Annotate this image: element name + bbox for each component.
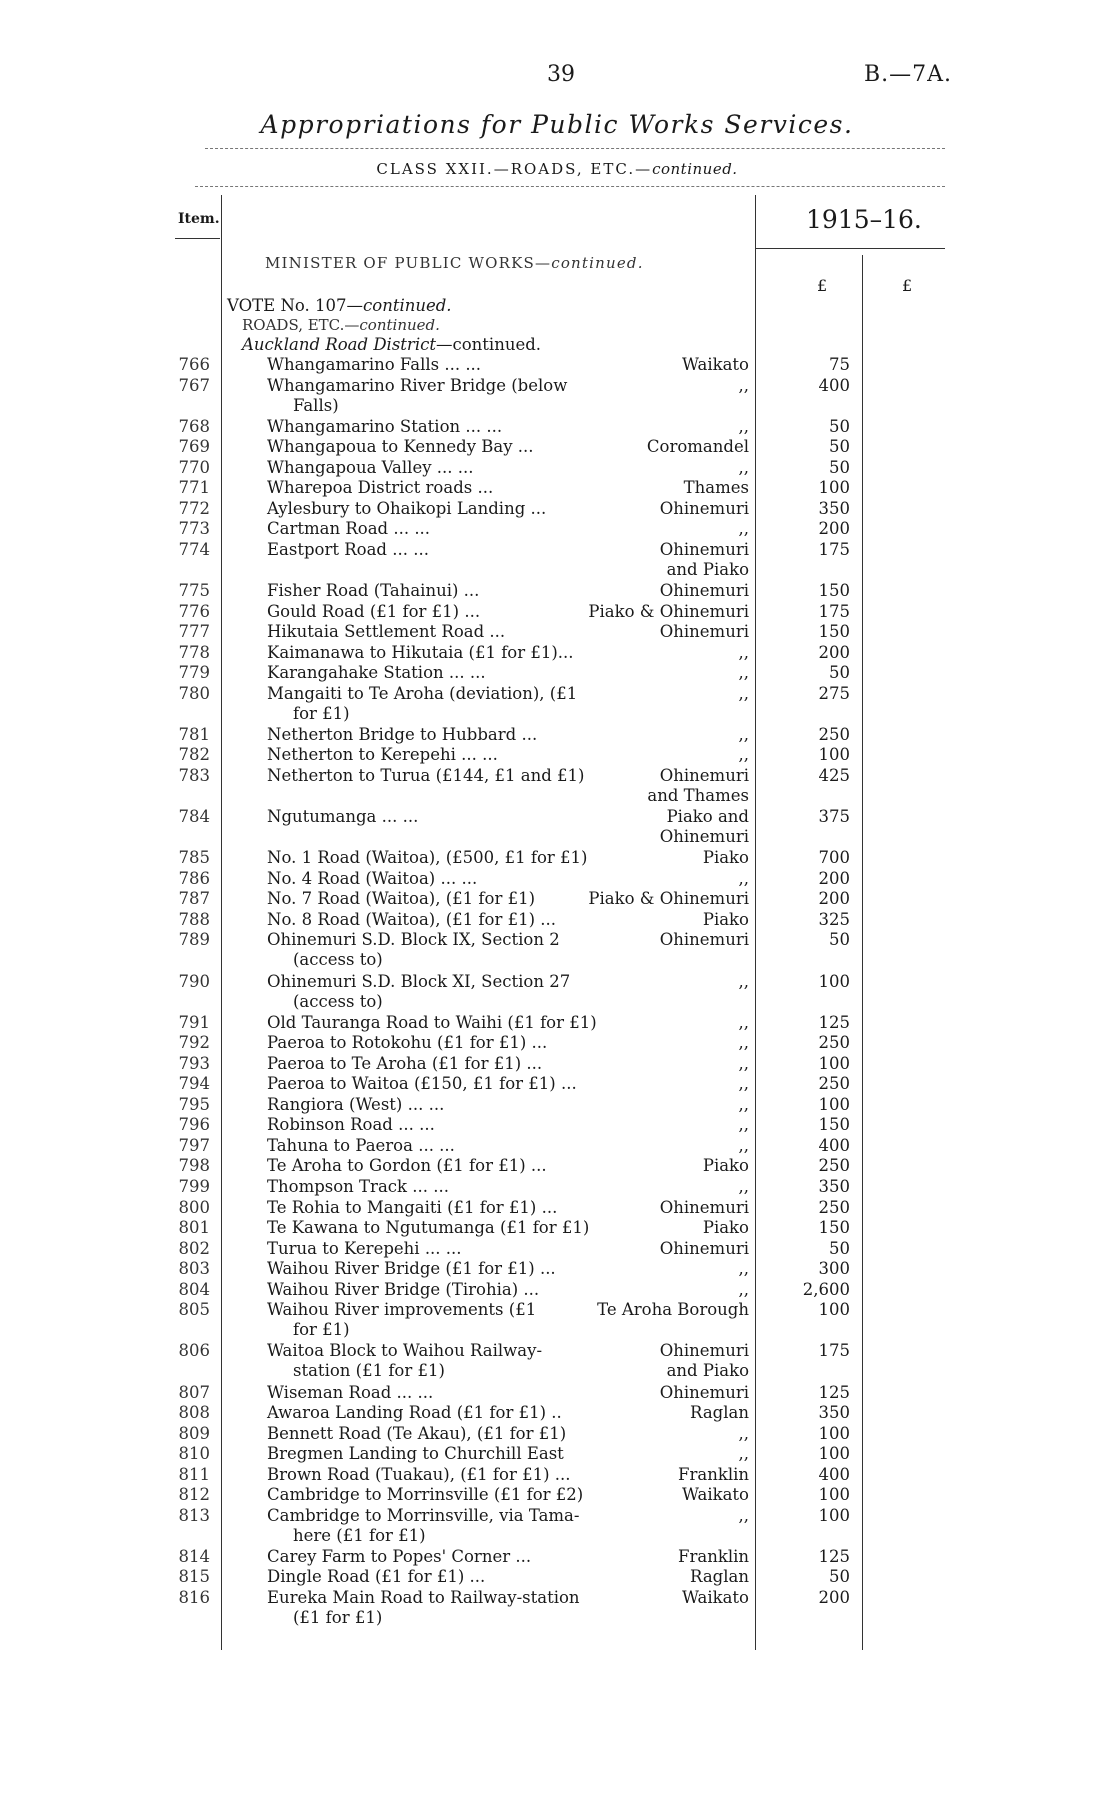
year-header-rule [755, 248, 945, 249]
item-county: ,, [738, 1094, 749, 1114]
item-amount: 275 [818, 683, 850, 703]
item-description: Karangahake Station ... ... [267, 663, 486, 683]
item-description: Netherton to Kerepehi ... ... [267, 745, 498, 765]
item-county: Waikato [681, 355, 749, 374]
class-heading-main: CLASS XXII.—ROADS, ETC.— [376, 160, 653, 178]
item-description: Mangaiti to Te Aroha (deviation), (£1 [267, 683, 578, 703]
top-divider [195, 186, 945, 187]
item-number: 772 [178, 498, 210, 518]
item-number: 779 [178, 663, 210, 683]
item-number: 773 [178, 519, 210, 539]
item-county: ,, [738, 683, 749, 703]
item-description: Netherton Bridge to Hubbard ... [267, 724, 538, 744]
item-amount: 125 [818, 1382, 850, 1402]
item-amount: 50 [829, 437, 850, 457]
district-heading [242, 335, 541, 354]
item-number: 767 [178, 375, 210, 395]
pound-column-header-1: £ [817, 276, 828, 295]
item-description: Whangamarino River Bridge (below [267, 375, 568, 395]
item-county: Franklin [678, 1464, 749, 1484]
table-row [0, 643, 1114, 662]
table-row [0, 1424, 1114, 1443]
item-county: Piako [702, 1218, 749, 1238]
item-number: 811 [178, 1464, 210, 1484]
item-number: 802 [178, 1238, 210, 1258]
item-county: Waikato [681, 1485, 749, 1505]
roads-heading [242, 316, 440, 334]
item-description: No. 7 Road (Waitoa), (£1 for £1) [267, 889, 536, 909]
table-row [0, 602, 1114, 621]
item-number: 798 [178, 1156, 210, 1176]
vote-heading-main: VOTE No. 107— [227, 296, 364, 315]
table-row [0, 1074, 1114, 1093]
item-amount: 200 [818, 868, 850, 888]
table-row [0, 1383, 1114, 1402]
item-county: ,, [738, 745, 749, 765]
district-heading-continued: —continued. [435, 335, 542, 354]
item-amount: 200 [818, 519, 850, 539]
table-row [0, 807, 1114, 847]
item-description: Wharepoa District roads ... [267, 478, 494, 498]
item-description: Cambridge to Morrinsville, via Tama- [267, 1505, 580, 1525]
item-county: ,, [738, 1053, 749, 1073]
minister-heading-continued: continued. [551, 254, 644, 272]
table-row [0, 766, 1114, 805]
table-row [0, 1013, 1114, 1032]
item-amount: 175 [818, 601, 850, 621]
pound-column-header-2: £ [902, 276, 913, 295]
item-description-continued: (access to) [293, 950, 383, 970]
item-number: 777 [178, 622, 210, 642]
table-row [0, 1156, 1114, 1175]
roads-heading-main: ROADS, ETC.— [242, 316, 360, 334]
item-county: ,, [738, 1177, 749, 1196]
item-number: 771 [178, 478, 210, 498]
item-description: Waihou River Bridge (£1 for £1) ... [267, 1259, 556, 1279]
table-row [0, 478, 1114, 497]
item-county: Raglan [690, 1403, 749, 1422]
item-description: Wiseman Road ... ... [267, 1382, 434, 1402]
item-number: 814 [178, 1546, 210, 1566]
item-number: 805 [178, 1300, 210, 1320]
item-county: Piako & Ohinemuri [588, 601, 749, 621]
item-county: Ohinemuri [659, 622, 749, 642]
table-row [0, 1095, 1114, 1114]
item-amount: 100 [818, 745, 850, 765]
item-description: Te Aroha to Gordon (£1 for £1) ... [267, 1156, 547, 1176]
item-description: Paeroa to Waitoa (£150, £1 for £1) ... [267, 1074, 577, 1094]
roads-heading-continued: continued. [359, 316, 440, 334]
item-county: Ohinemuri [659, 1197, 749, 1217]
item-amount: 150 [818, 1115, 850, 1135]
table-row [0, 1239, 1114, 1258]
table-row [0, 1218, 1114, 1237]
table-row [0, 622, 1114, 641]
item-amount: 125 [818, 1012, 850, 1032]
item-county: ,, [738, 1012, 749, 1032]
item-number: 768 [178, 416, 210, 436]
item-county: Te Aroha Borough [597, 1300, 749, 1320]
item-county: Piako [702, 848, 749, 868]
table-row [0, 417, 1114, 436]
item-amount: 100 [818, 1485, 850, 1505]
item-description-continued: (£1 for £1) [293, 1608, 383, 1627]
item-county: ,, [738, 868, 749, 888]
item-amount: 100 [818, 1053, 850, 1073]
item-amount: 425 [818, 766, 850, 785]
item-description: Robinson Road ... ... [267, 1115, 435, 1135]
item-county: ,, [738, 1259, 749, 1279]
item-county: ,, [738, 1033, 749, 1053]
item-description-continued: Falls) [293, 395, 339, 415]
item-amount: 350 [818, 498, 850, 518]
item-description: No. 4 Road (Waitoa) ... ... [267, 868, 478, 888]
item-amount: 50 [829, 457, 850, 477]
item-number: 795 [178, 1094, 210, 1114]
district-name: Auckland Road District [242, 335, 436, 354]
table-row [0, 1465, 1114, 1484]
item-number: 788 [178, 909, 210, 929]
item-description: Whangapoua to Kennedy Bay ... [267, 437, 534, 457]
item-amount: 300 [818, 1259, 850, 1279]
item-amount: 250 [818, 1156, 850, 1176]
item-number: 775 [178, 581, 210, 601]
item-number: 794 [178, 1074, 210, 1094]
item-description: Turua to Kerepehi ... ... [267, 1238, 462, 1258]
item-number: 791 [178, 1012, 210, 1032]
item-county: Piako & Ohinemuri [588, 889, 749, 909]
item-amount: 400 [818, 1464, 850, 1484]
item-county: ,, [738, 1423, 749, 1443]
item-amount: 100 [818, 1423, 850, 1443]
item-county: Ohinemuri [659, 766, 749, 785]
item-number: 784 [178, 807, 210, 827]
item-county: Ohinemuri [659, 930, 749, 950]
class-heading-continued: continued. [652, 160, 738, 178]
item-description: No. 1 Road (Waitoa), (£500, £1 for £1) [267, 848, 588, 868]
item-county-continued: Ohinemuri [659, 827, 749, 847]
item-county: ,, [738, 971, 749, 991]
item-number: 782 [178, 745, 210, 765]
item-number: 815 [178, 1567, 210, 1587]
item-amount: 100 [818, 1444, 850, 1464]
item-description: Whangamarino Station ... ... [267, 416, 503, 436]
item-description: Tahuna to Paeroa ... ... [267, 1135, 455, 1155]
item-amount: 50 [829, 416, 850, 436]
table-row [0, 910, 1114, 929]
item-number: 790 [178, 971, 210, 991]
item-county: Piako [702, 909, 749, 929]
item-description: Kaimanawa to Hikutaia (£1 for £1)... [267, 642, 574, 662]
item-number: 809 [178, 1423, 210, 1443]
table-row [0, 1341, 1114, 1381]
item-description: Bregmen Landing to Churchill East [267, 1444, 564, 1464]
item-description-continued: for £1) [293, 703, 350, 723]
item-description: Te Rohia to Mangaiti (£1 for £1) ... [267, 1197, 558, 1217]
item-number: 783 [178, 766, 210, 785]
table-row [0, 1485, 1114, 1504]
item-amount: 100 [818, 1300, 850, 1320]
table-row [0, 437, 1114, 456]
item-amount: 175 [818, 1341, 850, 1361]
table-row [0, 930, 1114, 970]
item-number: 806 [178, 1341, 210, 1361]
item-number: 800 [178, 1197, 210, 1217]
item-header-rule [175, 238, 220, 239]
item-county: ,, [738, 642, 749, 662]
item-description: Cambridge to Morrinsville (£1 for £2) [267, 1485, 584, 1505]
table-row [0, 1136, 1114, 1155]
item-number: 801 [178, 1218, 210, 1238]
item-county: ,, [738, 663, 749, 683]
item-description: Fisher Road (Tahainui) ... [267, 581, 480, 601]
item-amount: 350 [818, 1177, 850, 1196]
table-row [0, 1280, 1114, 1299]
item-number: 803 [178, 1259, 210, 1279]
item-description: Paeroa to Te Aroha (£1 for £1) ... [267, 1053, 543, 1073]
item-amount: 50 [829, 1238, 850, 1258]
item-description: Eureka Main Road to Railway-station [267, 1588, 580, 1607]
item-number: 786 [178, 868, 210, 888]
table-row [0, 1259, 1114, 1278]
item-amount: 50 [829, 1567, 850, 1587]
item-county: ,, [738, 1135, 749, 1155]
item-amount: 100 [818, 971, 850, 991]
item-county: ,, [738, 457, 749, 477]
item-description: Whangamarino Falls ... ... [267, 355, 482, 374]
table-row [0, 581, 1114, 600]
table-row [0, 1403, 1114, 1422]
item-number: 808 [178, 1403, 210, 1422]
item-description-continued: station (£1 for £1) [293, 1361, 445, 1381]
item-description: Dingle Road (£1 for £1) ... [267, 1567, 486, 1587]
item-description: Gould Road (£1 for £1) ... [267, 601, 481, 621]
item-number: 787 [178, 889, 210, 909]
item-county: Piako and [666, 807, 749, 827]
item-county: Ohinemuri [659, 581, 749, 601]
item-amount: 350 [818, 1403, 850, 1422]
item-number: 810 [178, 1444, 210, 1464]
table-row [0, 540, 1114, 579]
item-number: 776 [178, 601, 210, 621]
item-number: 799 [178, 1177, 210, 1196]
table-row [0, 1444, 1114, 1463]
item-amount: 125 [818, 1546, 850, 1566]
item-number: 796 [178, 1115, 210, 1135]
item-amount: 250 [818, 1033, 850, 1053]
item-amount: 200 [818, 1588, 850, 1607]
item-amount: 200 [818, 889, 850, 909]
item-amount: 250 [818, 1197, 850, 1217]
item-amount: 200 [818, 642, 850, 662]
item-description: Rangiora (West) ... ... [267, 1094, 445, 1114]
item-county: Ohinemuri [659, 498, 749, 518]
item-county: Thames [683, 478, 749, 498]
item-description: Whangapoua Valley ... ... [267, 457, 474, 477]
item-county: Ohinemuri [659, 1238, 749, 1258]
item-number: 792 [178, 1033, 210, 1053]
item-description-continued: here (£1 for £1) [293, 1525, 426, 1545]
item-number: 785 [178, 848, 210, 868]
table-row [0, 1115, 1114, 1134]
table-row [0, 1588, 1114, 1627]
item-county-continued: and Thames [647, 786, 749, 805]
item-county: ,, [738, 1074, 749, 1094]
item-description: Waitoa Block to Waihou Railway- [267, 1341, 543, 1361]
item-description: Brown Road (Tuakau), (£1 for £1) ... [267, 1464, 571, 1484]
table-row [0, 458, 1114, 477]
item-amount: 250 [818, 724, 850, 744]
item-county: ,, [738, 416, 749, 436]
item-number: 770 [178, 457, 210, 477]
table-row [0, 519, 1114, 538]
item-description: Awaroa Landing Road (£1 for £1) .. [267, 1403, 562, 1422]
item-amount: 150 [818, 1218, 850, 1238]
item-amount: 150 [818, 622, 850, 642]
item-description: Waihou River Bridge (Tirohia) ... [267, 1279, 540, 1299]
item-county: ,, [738, 724, 749, 744]
item-description: Ngutumanga ... ... [267, 807, 419, 827]
item-description: Aylesbury to Ohaikopi Landing ... [267, 498, 547, 518]
item-number: 812 [178, 1485, 210, 1505]
document-reference: B.—7A. [864, 62, 953, 87]
table-row [0, 1300, 1114, 1340]
item-county: ,, [738, 1279, 749, 1299]
table-row [0, 375, 1114, 415]
table-row [0, 1054, 1114, 1073]
item-county: Waikato [681, 1588, 749, 1607]
vote-heading [227, 296, 452, 315]
item-description: Hikutaia Settlement Road ... [267, 622, 506, 642]
item-description: Old Tauranga Road to Waihi (£1 for £1) [267, 1012, 597, 1032]
table-row [0, 971, 1114, 1011]
item-description: Eastport Road ... ... [267, 540, 429, 559]
item-county: Franklin [678, 1546, 749, 1566]
table-row [0, 663, 1114, 682]
item-number: 793 [178, 1053, 210, 1073]
table-row [0, 889, 1114, 908]
item-number: 781 [178, 724, 210, 744]
item-amount: 250 [818, 1074, 850, 1094]
item-number: 780 [178, 683, 210, 703]
item-county: Ohinemuri [659, 1341, 749, 1361]
table-row [0, 725, 1114, 744]
item-number: 813 [178, 1505, 210, 1525]
item-county-continued: and Piako [666, 1361, 749, 1381]
year-header: 1915–16. [806, 205, 922, 234]
item-description: Ohinemuri S.D. Block IX, Section 2 [267, 930, 560, 950]
table-row [0, 499, 1114, 518]
class-heading [0, 160, 1114, 178]
item-description: Cartman Road ... ... [267, 519, 431, 539]
item-number: 774 [178, 540, 210, 559]
item-description: Paeroa to Rotokohu (£1 for £1) ... [267, 1033, 548, 1053]
item-description: Ohinemuri S.D. Block XI, Section 27 [267, 971, 571, 991]
item-county-continued: and Piako [666, 560, 749, 579]
table-row [0, 745, 1114, 764]
title-divider [205, 148, 945, 149]
table-row [0, 1198, 1114, 1217]
item-amount: 400 [818, 1135, 850, 1155]
table-row [0, 869, 1114, 888]
item-county: Raglan [690, 1567, 749, 1587]
table-row [0, 1567, 1114, 1586]
item-county: Coromandel [646, 437, 749, 457]
item-amount: 50 [829, 663, 850, 683]
item-description: Netherton to Turua (£144, £1 and £1) [267, 766, 585, 785]
item-amount: 2,600 [802, 1279, 850, 1299]
item-amount: 700 [818, 848, 850, 868]
item-amount: 375 [818, 807, 850, 827]
table-row [0, 355, 1114, 374]
item-amount: 100 [818, 1094, 850, 1114]
item-amount: 400 [818, 375, 850, 395]
item-number: 816 [178, 1588, 210, 1607]
item-description: Bennett Road (Te Akau), (£1 for £1) [267, 1423, 567, 1443]
item-number: 769 [178, 437, 210, 457]
item-number: 778 [178, 642, 210, 662]
item-amount: 75 [829, 355, 850, 374]
item-county: Ohinemuri [659, 540, 749, 559]
item-description: Carey Farm to Popes' Corner ... [267, 1546, 532, 1566]
item-description-continued: for £1) [293, 1320, 350, 1340]
item-amount: 150 [818, 581, 850, 601]
item-description: Te Kawana to Ngutumanga (£1 for £1) [267, 1218, 590, 1238]
minister-heading-main: MINISTER OF PUBLIC WORKS— [265, 254, 552, 272]
table-row [0, 1505, 1114, 1545]
table-row [0, 683, 1114, 723]
item-number: 789 [178, 930, 210, 950]
item-county: Piako [702, 1156, 749, 1176]
item-description: Thompson Track ... ... [267, 1177, 449, 1196]
item-county: ,, [738, 1444, 749, 1464]
item-number: 797 [178, 1135, 210, 1155]
item-column-header: Item. [178, 211, 220, 227]
item-county: ,, [738, 1115, 749, 1135]
table-row [0, 1177, 1114, 1196]
item-number: 807 [178, 1382, 210, 1402]
item-description: No. 8 Road (Waitoa), (£1 for £1) ... [267, 909, 556, 929]
item-county: Ohinemuri [659, 1382, 749, 1402]
item-amount: 50 [829, 930, 850, 950]
item-amount: 175 [818, 540, 850, 559]
minister-heading [265, 254, 644, 272]
item-amount: 325 [818, 909, 850, 929]
page-title: Appropriations for Public Works Services. [260, 110, 854, 139]
vote-heading-continued: continued. [363, 296, 452, 315]
item-county: ,, [738, 519, 749, 539]
item-amount: 100 [818, 478, 850, 498]
item-description-continued: (access to) [293, 991, 383, 1011]
item-county: ,, [738, 375, 749, 395]
item-number: 804 [178, 1279, 210, 1299]
item-description: Waihou River improvements (£1 [267, 1300, 537, 1320]
item-amount: 100 [818, 1505, 850, 1525]
table-row [0, 1547, 1114, 1566]
item-county: ,, [738, 1505, 749, 1525]
table-row [0, 1033, 1114, 1052]
table-row [0, 848, 1114, 867]
item-number: 766 [178, 355, 210, 374]
page-number: 39 [547, 62, 575, 87]
